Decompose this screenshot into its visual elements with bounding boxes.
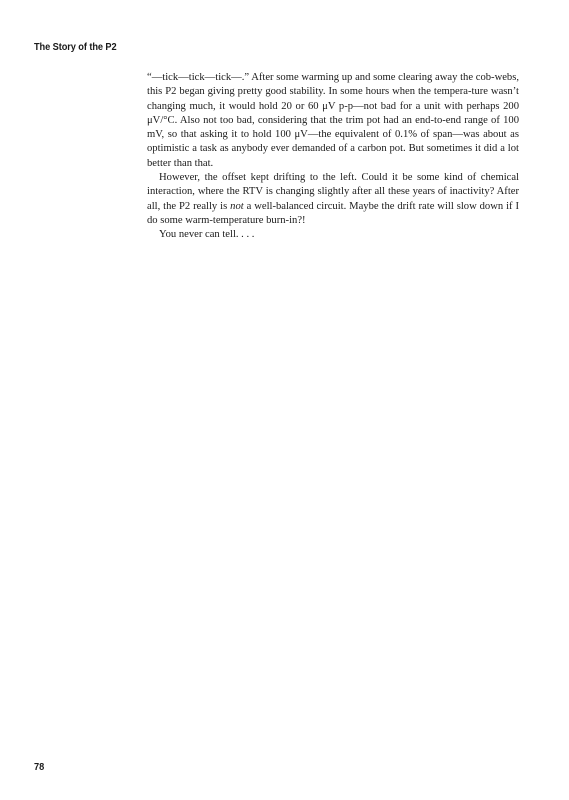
- paragraph-2-text-start: However, the offset kept drifting to the left. Could it be some kind of chemical interaction, where the RTV is changing slightly after all these years of inactivity? After all, the P2 really is: [147, 172, 519, 212]
- paragraph-2: [147, 171, 519, 228]
- paragraph-3: [147, 228, 519, 242]
- paragraph-1: [147, 71, 519, 171]
- paragraph-2-text-end: a well-balanced circuit. Maybe the drift rate will slow down if I do some warm-temperature burn-in?!: [147, 200, 520, 226]
- emphasis-not: not: [230, 200, 244, 212]
- paragraph-1-text: “—tick—tick—tick—.” After some warming up and some clearing away the cob-webs, this P2 began giving pretty good stability. In some hours when the tempera-ture wasn’t changing much, it would hold 20 or 60 μV p-p—not bad for a unit with perhaps 200 μV/°C. Also not too bad, considering that the trim pot had an end-to-end range of 100 mV, so that asking it to hold 100 μV—the equivalent of 0.1% of span—was about as optimistic a task as anybody ever demanded of a carbon pot. But sometimes it did a lot better than that.: [147, 72, 519, 169]
- body-text: [147, 71, 519, 243]
- page-number: 78: [34, 761, 45, 773]
- paragraph-3-text: You never can tell. . . .: [159, 229, 255, 241]
- running-head: The Story of the P2: [34, 41, 117, 53]
